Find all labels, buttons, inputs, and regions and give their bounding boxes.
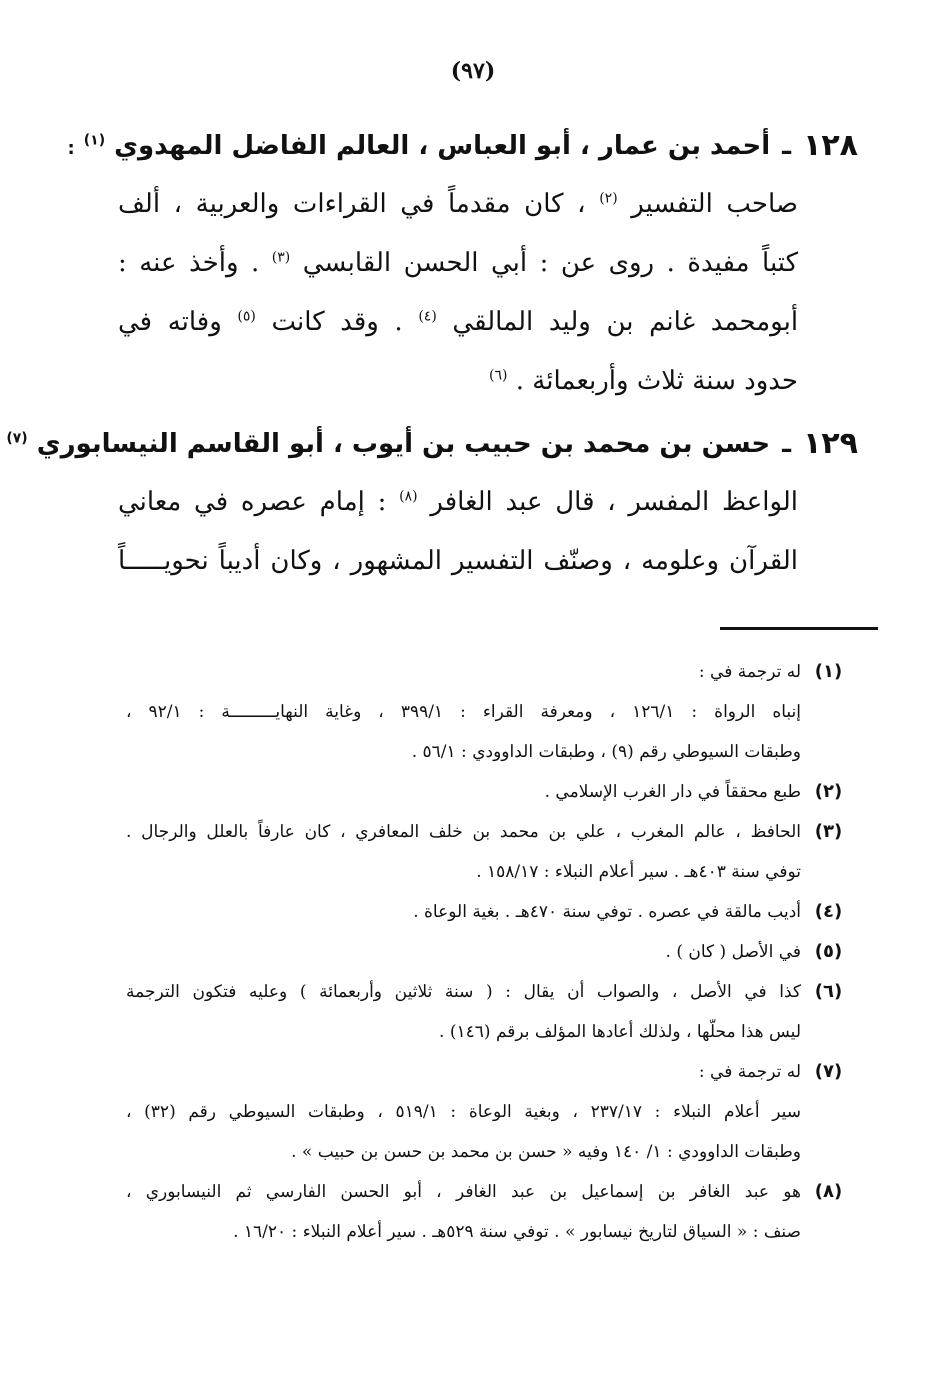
line-text: القرآن وعلومه ، وصنّف التفسير المشهور ، وكان أديباً نحويـــــاً bbox=[118, 546, 798, 576]
entry-title-text: حسن بن محمد بن حبيب بن أيوب ، أبو القاسم النيسابوري bbox=[36, 428, 771, 459]
footnote-line: الحافظ ، عالم المغرب ، علي بن محمد بن خلف المعافري ، كان عارفاً بالعلل والرجال . bbox=[126, 822, 801, 842]
footnote-number: (٤) bbox=[814, 901, 843, 922]
footnote-5 bbox=[126, 932, 856, 972]
page-number: (٩٧) bbox=[450, 58, 496, 84]
entry-dash: ـ bbox=[782, 428, 792, 459]
footnote-number: (٥) bbox=[814, 941, 843, 962]
entry-dash: ـ bbox=[782, 130, 792, 161]
title-colon: : bbox=[67, 137, 75, 159]
entry-heading bbox=[67, 128, 858, 163]
footnote-ref: (١) bbox=[83, 131, 106, 148]
footnote-line: صنف : « السياق لتاريخ نيسابور » . توفي سنة ٥٢٩هـ . سير أعلام النبلاء : ١٦/٢٠ . bbox=[233, 1222, 801, 1242]
footnote-8 bbox=[126, 1172, 856, 1252]
footnote-line: له ترجمة في : bbox=[698, 662, 801, 682]
footnote-separator bbox=[720, 627, 878, 630]
footnote-line: كذا في الأصل ، والصواب أن يقال : ( سنة ثلاثين وأربعمائة ) وعليه فتكون الترجمة bbox=[126, 982, 801, 1002]
entry-number: ١٢٩ bbox=[803, 426, 858, 461]
footnote-ref: (٥) bbox=[237, 308, 256, 325]
body-line bbox=[118, 532, 798, 591]
footnote-number: (٦) bbox=[814, 981, 843, 1002]
footnote-3 bbox=[126, 812, 856, 892]
biography-entry-129 bbox=[6, 426, 858, 591]
footnote-2 bbox=[126, 772, 856, 812]
line-text: وفاته في bbox=[118, 307, 222, 337]
line-text: ، كان مقدماً في القراءات والعربية ، ألف bbox=[118, 189, 586, 219]
entry-body bbox=[118, 175, 858, 411]
footnote-ref: (٨) bbox=[399, 488, 418, 505]
biography-entry-128 bbox=[67, 128, 858, 411]
footnotes bbox=[126, 652, 856, 1252]
entry-number: ١٢٨ bbox=[803, 128, 858, 163]
footnote-7 bbox=[126, 1052, 856, 1172]
line-text: الواعظ المفسر ، قال عبد الغافر bbox=[430, 487, 799, 517]
footnote-line: سير أعلام النبلاء : ٢٣٧/١٧ ، وبغية الوعاة : ٥١٩/١ ، وطبقات السيوطي رقم (٣٢) ، bbox=[126, 1102, 801, 1122]
footnote-ref: (٦) bbox=[489, 367, 508, 384]
footnote-line: في الأصل ( كان ) . bbox=[665, 942, 801, 962]
body-line bbox=[118, 473, 798, 532]
entry-title bbox=[67, 131, 770, 161]
footnote-number: (١) bbox=[814, 661, 843, 682]
line-text: . وقد كانت bbox=[271, 307, 403, 337]
footnote-ref: (٢) bbox=[599, 190, 618, 207]
footnote-line: وطبقات الداوودي : ١/ ١٤٠ وفيه « حسن بن محمد بن حسن بن حبيب » . bbox=[291, 1142, 801, 1162]
entry-heading bbox=[6, 426, 858, 461]
body-line bbox=[118, 352, 798, 411]
footnote-line: ليس هذا محلّها ، ولذلك أعادها المؤلف برقم (١٤٦) . bbox=[439, 1022, 801, 1042]
footnote-number: (٨) bbox=[814, 1181, 843, 1202]
footnote-line: أديب مالقة في عصره . توفي سنة ٤٧٠هـ . بغية الوعاة . bbox=[413, 902, 801, 922]
footnote-line: توفي سنة ٤٠٣هـ . سير أعلام النبلاء : ١٥٨/١٧ . bbox=[476, 862, 801, 882]
footnote-ref: (٣) bbox=[271, 249, 291, 266]
line-text: صاحب التفسير bbox=[631, 189, 799, 219]
line-text: : إمام عصره في معاني bbox=[118, 487, 387, 517]
entry-title-text: أحمد بن عمار ، أبو العباس ، العالم الفاضل المهدوي bbox=[114, 130, 771, 161]
body-line bbox=[118, 293, 798, 352]
footnote-line: هو عبد الغافر بن إسماعيل بن عبد الغافر ، أبو الحسن الفارسي ثم النيسابوري ، bbox=[126, 1182, 801, 1202]
line-text: كتباً مفيدة . روى عن : أبي الحسن القابسي bbox=[302, 248, 799, 278]
footnote-1 bbox=[126, 652, 856, 772]
body-line bbox=[118, 234, 798, 293]
footnote-ref: (٤) bbox=[418, 308, 437, 325]
entry-body bbox=[118, 473, 858, 591]
footnote-line: طبع محققاً في دار الغرب الإسلامي . bbox=[544, 782, 801, 802]
entry-title bbox=[0, 429, 770, 459]
footnote-6 bbox=[126, 972, 856, 1052]
line-text: أبومحمد غانم بن وليد المالقي bbox=[452, 307, 799, 337]
footnote-4 bbox=[126, 892, 856, 932]
footnote-line: وطبقات السيوطي رقم (٩) ، وطبقات الداوودي : ٥٦/١ . bbox=[411, 742, 801, 762]
footnote-number: (٢) bbox=[814, 781, 843, 802]
footnote-ref: (٧) bbox=[6, 429, 28, 446]
line-text: حدود سنة ثلاث وأربعمائة . bbox=[515, 366, 798, 396]
footnote-number: (٧) bbox=[814, 1061, 843, 1082]
footnote-line: له ترجمة في : bbox=[698, 1062, 801, 1082]
footnote-line: إنباه الرواة : ١٢٦/١ ، ومعرفة القراء : ٣٩٩/١ ، وغاية النهايـــــــــة : ٩٢/١ ، bbox=[126, 702, 801, 722]
body-line bbox=[118, 175, 798, 234]
footnote-number: (٣) bbox=[814, 821, 843, 842]
line-text: . وأخذ عنه : bbox=[118, 248, 260, 278]
